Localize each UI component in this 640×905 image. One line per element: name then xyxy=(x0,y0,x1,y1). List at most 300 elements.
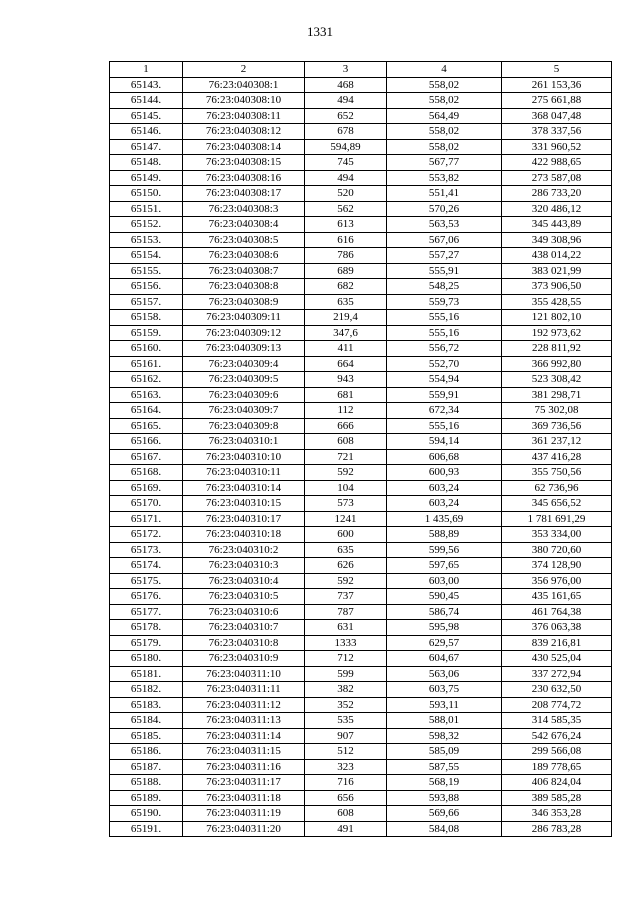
table-row xyxy=(110,155,612,171)
table-cell: 656 xyxy=(305,790,387,806)
table-cell: 228 811,92 xyxy=(502,341,612,357)
table-row xyxy=(110,418,612,434)
table-cell: 573 xyxy=(305,496,387,512)
table-cell: 1 435,69 xyxy=(387,511,502,527)
table-cell: 331 960,52 xyxy=(502,139,612,155)
table-cell: 76:23:040310:1 xyxy=(183,434,305,450)
table-cell: 65172. xyxy=(110,527,183,543)
table-cell: 275 661,88 xyxy=(502,93,612,109)
table-cell: 520 xyxy=(305,186,387,202)
table-cell: 76:23:040308:7 xyxy=(183,263,305,279)
table-row xyxy=(110,77,612,93)
table-row xyxy=(110,356,612,372)
table-cell: 76:23:040309:13 xyxy=(183,341,305,357)
table-cell: 76:23:040311:17 xyxy=(183,775,305,791)
table-cell: 65167. xyxy=(110,449,183,465)
table-cell: 65177. xyxy=(110,604,183,620)
table-cell: 745 xyxy=(305,155,387,171)
table-cell: 65182. xyxy=(110,682,183,698)
table-cell: 616 xyxy=(305,232,387,248)
table-cell: 65153. xyxy=(110,232,183,248)
table-cell: 383 021,99 xyxy=(502,263,612,279)
table-cell: 65191. xyxy=(110,821,183,837)
table-cell: 593,88 xyxy=(387,790,502,806)
table-cell: 230 632,50 xyxy=(502,682,612,698)
table-cell: 555,16 xyxy=(387,310,502,326)
table-row xyxy=(110,806,612,822)
table-cell: 491 xyxy=(305,821,387,837)
table-cell: 76:23:040311:20 xyxy=(183,821,305,837)
table-cell: 76:23:040311:15 xyxy=(183,744,305,760)
table-cell: 65175. xyxy=(110,573,183,589)
table-cell: 346 353,28 xyxy=(502,806,612,822)
table-cell: 192 973,62 xyxy=(502,325,612,341)
table-cell: 567,77 xyxy=(387,155,502,171)
table-cell: 355 750,56 xyxy=(502,465,612,481)
table-cell: 548,25 xyxy=(387,279,502,295)
table-row xyxy=(110,666,612,682)
table-cell: 721 xyxy=(305,449,387,465)
table-cell: 273 587,08 xyxy=(502,170,612,186)
table-row xyxy=(110,139,612,155)
column-header-5: 5 xyxy=(502,62,612,78)
table-row xyxy=(110,294,612,310)
table-cell: 76:23:040311:10 xyxy=(183,666,305,682)
table-cell: 468 xyxy=(305,77,387,93)
table-cell: 461 764,38 xyxy=(502,604,612,620)
table-cell: 65180. xyxy=(110,651,183,667)
table-cell: 65162. xyxy=(110,372,183,388)
table-cell: 65168. xyxy=(110,465,183,481)
table-cell: 590,45 xyxy=(387,589,502,605)
table-cell: 314 585,35 xyxy=(502,713,612,729)
table-row xyxy=(110,217,612,233)
table-cell: 65163. xyxy=(110,387,183,403)
table-row xyxy=(110,248,612,264)
table-cell: 368 047,48 xyxy=(502,108,612,124)
table-cell: 626 xyxy=(305,558,387,574)
table-cell: 76:23:040311:13 xyxy=(183,713,305,729)
table-cell: 65159. xyxy=(110,325,183,341)
table-cell: 352 xyxy=(305,697,387,713)
table-cell: 361 237,12 xyxy=(502,434,612,450)
table-row xyxy=(110,93,612,109)
table-row xyxy=(110,124,612,140)
table-cell: 65189. xyxy=(110,790,183,806)
table-cell: 76:23:040308:15 xyxy=(183,155,305,171)
table-cell: 76:23:040310:2 xyxy=(183,542,305,558)
table-cell: 786 xyxy=(305,248,387,264)
table-cell: 76:23:040308:12 xyxy=(183,124,305,140)
table-cell: 599,56 xyxy=(387,542,502,558)
table-cell: 76:23:040310:8 xyxy=(183,635,305,651)
table-row xyxy=(110,186,612,202)
table-cell: 588,89 xyxy=(387,527,502,543)
table-cell: 629,57 xyxy=(387,635,502,651)
table-cell: 76:23:040308:17 xyxy=(183,186,305,202)
table-cell: 65173. xyxy=(110,542,183,558)
table-cell: 389 585,28 xyxy=(502,790,612,806)
page-number: 1331 xyxy=(307,24,333,39)
table-cell: 65166. xyxy=(110,434,183,450)
table-cell: 76:23:040310:4 xyxy=(183,573,305,589)
table-cell: 65160. xyxy=(110,341,183,357)
table-row xyxy=(110,713,612,729)
table-cell: 374 128,90 xyxy=(502,558,612,574)
table-cell: 76:23:040308:16 xyxy=(183,170,305,186)
table-cell: 603,24 xyxy=(387,496,502,512)
table-cell: 435 161,65 xyxy=(502,589,612,605)
table-row xyxy=(110,604,612,620)
table-row xyxy=(110,480,612,496)
table-cell: 356 976,00 xyxy=(502,573,612,589)
table-cell: 563,53 xyxy=(387,217,502,233)
table-cell: 635 xyxy=(305,294,387,310)
table-row xyxy=(110,108,612,124)
table-cell: 380 720,60 xyxy=(502,542,612,558)
table-cell: 323 xyxy=(305,759,387,775)
table-cell: 76:23:040310:18 xyxy=(183,527,305,543)
table-cell: 65148. xyxy=(110,155,183,171)
table-cell: 558,02 xyxy=(387,93,502,109)
table-cell: 558,02 xyxy=(387,139,502,155)
table-row xyxy=(110,387,612,403)
table-cell: 76:23:040310:15 xyxy=(183,496,305,512)
table-cell: 219,4 xyxy=(305,310,387,326)
table-cell: 65171. xyxy=(110,511,183,527)
table-cell: 839 216,81 xyxy=(502,635,612,651)
table-cell: 65184. xyxy=(110,713,183,729)
table-cell: 76:23:040310:9 xyxy=(183,651,305,667)
table-cell: 652 xyxy=(305,108,387,124)
table-cell: 76:23:040311:14 xyxy=(183,728,305,744)
table-row xyxy=(110,372,612,388)
table-cell: 558,02 xyxy=(387,77,502,93)
table-cell: 65164. xyxy=(110,403,183,419)
table-cell: 554,94 xyxy=(387,372,502,388)
table-cell: 112 xyxy=(305,403,387,419)
table-cell: 76:23:040309:7 xyxy=(183,403,305,419)
table-cell: 65155. xyxy=(110,263,183,279)
table-row xyxy=(110,449,612,465)
table-row xyxy=(110,744,612,760)
table-cell: 65186. xyxy=(110,744,183,760)
table-row xyxy=(110,589,612,605)
table-cell: 62 736,96 xyxy=(502,480,612,496)
table-cell: 666 xyxy=(305,418,387,434)
table-cell: 65149. xyxy=(110,170,183,186)
table-row xyxy=(110,635,612,651)
table-cell: 65147. xyxy=(110,139,183,155)
table-cell: 286 733,20 xyxy=(502,186,612,202)
table-cell: 599 xyxy=(305,666,387,682)
table-cell: 65178. xyxy=(110,620,183,636)
table-cell: 76:23:040309:8 xyxy=(183,418,305,434)
table-cell: 568,19 xyxy=(387,775,502,791)
table-cell: 76:23:040308:3 xyxy=(183,201,305,217)
table-cell: 76:23:040308:9 xyxy=(183,294,305,310)
table-cell: 76:23:040308:1 xyxy=(183,77,305,93)
table-cell: 594,89 xyxy=(305,139,387,155)
table-cell: 286 783,28 xyxy=(502,821,612,837)
table-cell: 76:23:040309:11 xyxy=(183,310,305,326)
table-cell: 65145. xyxy=(110,108,183,124)
table-cell: 555,16 xyxy=(387,325,502,341)
table-cell: 595,98 xyxy=(387,620,502,636)
cadastral-value-table xyxy=(109,61,612,837)
table-cell: 587,55 xyxy=(387,759,502,775)
table-cell: 189 778,65 xyxy=(502,759,612,775)
column-header-3: 3 xyxy=(305,62,387,78)
table-row xyxy=(110,341,612,357)
table-cell: 381 298,71 xyxy=(502,387,612,403)
table-cell: 76:23:040308:11 xyxy=(183,108,305,124)
table-row xyxy=(110,279,612,295)
table-cell: 76:23:040310:7 xyxy=(183,620,305,636)
table-cell: 494 xyxy=(305,170,387,186)
table-cell: 65169. xyxy=(110,480,183,496)
table-row xyxy=(110,759,612,775)
table-cell: 261 153,36 xyxy=(502,77,612,93)
table-cell: 76:23:040310:10 xyxy=(183,449,305,465)
table-cell: 76:23:040311:19 xyxy=(183,806,305,822)
table-row xyxy=(110,325,612,341)
table-cell: 320 486,12 xyxy=(502,201,612,217)
table-cell: 65158. xyxy=(110,310,183,326)
table-row xyxy=(110,542,612,558)
table-cell: 76:23:040310:17 xyxy=(183,511,305,527)
table-cell: 712 xyxy=(305,651,387,667)
table-cell: 369 736,56 xyxy=(502,418,612,434)
table-cell: 76:23:040309:4 xyxy=(183,356,305,372)
table-cell: 76:23:040311:16 xyxy=(183,759,305,775)
table-cell: 65150. xyxy=(110,186,183,202)
table-cell: 65188. xyxy=(110,775,183,791)
table-cell: 104 xyxy=(305,480,387,496)
table-cell: 208 774,72 xyxy=(502,697,612,713)
table-cell: 556,72 xyxy=(387,341,502,357)
table-row xyxy=(110,573,612,589)
table-cell: 559,73 xyxy=(387,294,502,310)
table-cell: 76:23:040309:12 xyxy=(183,325,305,341)
table-cell: 65179. xyxy=(110,635,183,651)
table-row xyxy=(110,682,612,698)
table-cell: 604,67 xyxy=(387,651,502,667)
table-cell: 65190. xyxy=(110,806,183,822)
table-row xyxy=(110,201,612,217)
table-cell: 376 063,38 xyxy=(502,620,612,636)
table-cell: 76:23:040311:11 xyxy=(183,682,305,698)
table-cell: 345 656,52 xyxy=(502,496,612,512)
table-cell: 76:23:040308:14 xyxy=(183,139,305,155)
table-cell: 438 014,22 xyxy=(502,248,612,264)
table-cell: 65152. xyxy=(110,217,183,233)
table-cell: 567,06 xyxy=(387,232,502,248)
table-cell: 716 xyxy=(305,775,387,791)
column-header-4: 4 xyxy=(387,62,502,78)
table-cell: 592 xyxy=(305,465,387,481)
table-cell: 570,26 xyxy=(387,201,502,217)
table-cell: 373 906,50 xyxy=(502,279,612,295)
table-cell: 585,09 xyxy=(387,744,502,760)
table-row xyxy=(110,434,612,450)
table-cell: 682 xyxy=(305,279,387,295)
table-cell: 943 xyxy=(305,372,387,388)
table-cell: 366 992,80 xyxy=(502,356,612,372)
column-header-1: 1 xyxy=(110,62,183,78)
table-cell: 65151. xyxy=(110,201,183,217)
table-cell: 608 xyxy=(305,434,387,450)
table-row xyxy=(110,310,612,326)
table-cell: 1333 xyxy=(305,635,387,651)
table-cell: 76:23:040308:6 xyxy=(183,248,305,264)
table-cell: 76:23:040311:12 xyxy=(183,697,305,713)
table-cell: 564,49 xyxy=(387,108,502,124)
table-cell: 76:23:040311:18 xyxy=(183,790,305,806)
table-cell: 555,91 xyxy=(387,263,502,279)
table-row xyxy=(110,728,612,744)
table-row xyxy=(110,511,612,527)
table-cell: 76:23:040308:5 xyxy=(183,232,305,248)
table-cell: 349 308,96 xyxy=(502,232,612,248)
table-row xyxy=(110,465,612,481)
table-cell: 65165. xyxy=(110,418,183,434)
table-cell: 65187. xyxy=(110,759,183,775)
table-cell: 563,06 xyxy=(387,666,502,682)
table-cell: 382 xyxy=(305,682,387,698)
table-cell: 121 802,10 xyxy=(502,310,612,326)
table-cell: 523 308,42 xyxy=(502,372,612,388)
table-cell: 337 272,94 xyxy=(502,666,612,682)
table-cell: 76:23:040310:11 xyxy=(183,465,305,481)
table-cell: 535 xyxy=(305,713,387,729)
table-row xyxy=(110,697,612,713)
table-header-row xyxy=(110,62,612,78)
table-cell: 512 xyxy=(305,744,387,760)
table-cell: 588,01 xyxy=(387,713,502,729)
table-cell: 76:23:040308:8 xyxy=(183,279,305,295)
table-cell: 542 676,24 xyxy=(502,728,612,744)
table-cell: 553,82 xyxy=(387,170,502,186)
table-row xyxy=(110,558,612,574)
table-cell: 76:23:040309:5 xyxy=(183,372,305,388)
table-cell: 347,6 xyxy=(305,325,387,341)
table-cell: 76:23:040308:4 xyxy=(183,217,305,233)
table-cell: 606,68 xyxy=(387,449,502,465)
table-cell: 593,11 xyxy=(387,697,502,713)
table-cell: 562 xyxy=(305,201,387,217)
table-body xyxy=(110,77,612,837)
table-cell: 552,70 xyxy=(387,356,502,372)
table-cell: 1241 xyxy=(305,511,387,527)
table-cell: 65170. xyxy=(110,496,183,512)
table-row xyxy=(110,790,612,806)
table-row xyxy=(110,263,612,279)
table-cell: 76:23:040310:5 xyxy=(183,589,305,605)
table-cell: 613 xyxy=(305,217,387,233)
table-cell: 787 xyxy=(305,604,387,620)
table-row xyxy=(110,496,612,512)
table-cell: 406 824,04 xyxy=(502,775,612,791)
table-cell: 907 xyxy=(305,728,387,744)
table-cell: 76:23:040308:10 xyxy=(183,93,305,109)
table-row xyxy=(110,232,612,248)
table-cell: 65146. xyxy=(110,124,183,140)
table-cell: 681 xyxy=(305,387,387,403)
table-cell: 437 416,28 xyxy=(502,449,612,465)
table-cell: 600 xyxy=(305,527,387,543)
table-cell: 594,14 xyxy=(387,434,502,450)
table-cell: 597,65 xyxy=(387,558,502,574)
table-cell: 65174. xyxy=(110,558,183,574)
table-row xyxy=(110,821,612,837)
table-row xyxy=(110,651,612,667)
table-cell: 558,02 xyxy=(387,124,502,140)
table-cell: 76:23:040309:6 xyxy=(183,387,305,403)
table-cell: 65157. xyxy=(110,294,183,310)
table-cell: 65154. xyxy=(110,248,183,264)
table-row xyxy=(110,170,612,186)
table-cell: 551,41 xyxy=(387,186,502,202)
table-cell: 75 302,08 xyxy=(502,403,612,419)
table-cell: 353 334,00 xyxy=(502,527,612,543)
table-cell: 65161. xyxy=(110,356,183,372)
table-cell: 65144. xyxy=(110,93,183,109)
table-cell: 378 337,56 xyxy=(502,124,612,140)
table-cell: 65143. xyxy=(110,77,183,93)
table-cell: 635 xyxy=(305,542,387,558)
table-cell: 76:23:040310:3 xyxy=(183,558,305,574)
table-row xyxy=(110,403,612,419)
table-cell: 411 xyxy=(305,341,387,357)
table-cell: 299 566,08 xyxy=(502,744,612,760)
table-cell: 65181. xyxy=(110,666,183,682)
table-cell: 555,16 xyxy=(387,418,502,434)
table-cell: 600,93 xyxy=(387,465,502,481)
table-row xyxy=(110,775,612,791)
table-cell: 592 xyxy=(305,573,387,589)
table-cell: 631 xyxy=(305,620,387,636)
table-cell: 65185. xyxy=(110,728,183,744)
table-cell: 737 xyxy=(305,589,387,605)
table-cell: 345 443,89 xyxy=(502,217,612,233)
table-cell: 430 525,04 xyxy=(502,651,612,667)
table-cell: 65156. xyxy=(110,279,183,295)
table-cell: 355 428,55 xyxy=(502,294,612,310)
table-cell: 603,75 xyxy=(387,682,502,698)
table-row xyxy=(110,527,612,543)
table-cell: 76:23:040310:6 xyxy=(183,604,305,620)
table-cell: 678 xyxy=(305,124,387,140)
table-cell: 608 xyxy=(305,806,387,822)
table-cell: 603,00 xyxy=(387,573,502,589)
table-cell: 494 xyxy=(305,93,387,109)
table-cell: 65183. xyxy=(110,697,183,713)
table-cell: 569,66 xyxy=(387,806,502,822)
table-cell: 603,24 xyxy=(387,480,502,496)
table-cell: 76:23:040310:14 xyxy=(183,480,305,496)
table-cell: 557,27 xyxy=(387,248,502,264)
table-cell: 65176. xyxy=(110,589,183,605)
table-cell: 559,91 xyxy=(387,387,502,403)
table-cell: 1 781 691,29 xyxy=(502,511,612,527)
table-cell: 584,08 xyxy=(387,821,502,837)
table-cell: 664 xyxy=(305,356,387,372)
table-cell: 422 988,65 xyxy=(502,155,612,171)
table-cell: 598,32 xyxy=(387,728,502,744)
table-cell: 689 xyxy=(305,263,387,279)
column-header-2: 2 xyxy=(183,62,305,78)
